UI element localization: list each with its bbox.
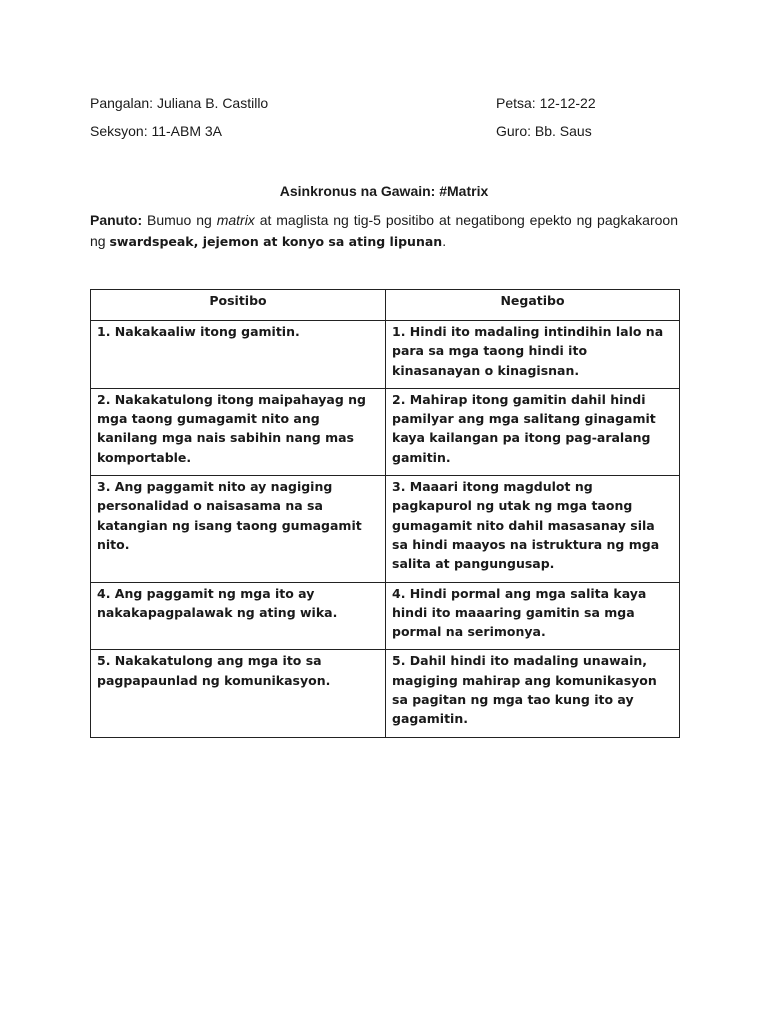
positive-cell: 2. Nakakatulong itong maipahayag ng mga taong gumagamit nito ang kanilang mga nais sabihin nang mas komportable. <box>91 388 386 475</box>
matrix-table <box>90 289 680 738</box>
positive-cell: 5. Nakakatulong ang mga ito sa pagpapaunlad ng komunikasyon. <box>91 650 386 737</box>
table-row <box>91 476 680 582</box>
negative-cell: 1. Hindi ito madaling intindihin lalo na para sa mga taong hindi ito kinasanayan o kinagisnan. <box>386 321 680 389</box>
negative-cell: 3. Maaari itong magdulot ng pagkapurol ng utak ng mga taong gumagamit nito dahil masasanay sila sa hindi maayos na istruktura ng mga salita at pangungusap. <box>386 476 680 582</box>
header-row-2 <box>90 122 690 140</box>
negative-cell: 2. Mahirap itong gamitin dahil hindi pamilyar ang mga salitang ginagamit kaya kailangan pa itong pag-aralang gamitin. <box>386 388 680 475</box>
student-name: Pangalan: Juliana B. Castillo <box>90 95 269 111</box>
positive-cell: 3. Ang paggamit nito ay nagiging personalidad o naisasama na sa katangian ng isang taong gumagamit nito. <box>91 476 386 582</box>
positive-cell: 4. Ang paggamit ng mga ito ay nakakapagpalawak ng ating wika. <box>91 582 386 650</box>
table-row <box>91 321 680 389</box>
negative-cell: 5. Dahil hindi ito madaling unawain, magiging mahirap ang komunikasyon sa pagitan ng mga tao kung ito ay gagamitin. <box>386 650 680 737</box>
instructions-text-1: Bumuo ng <box>142 212 217 228</box>
instructions-lead: Panuto: <box>90 212 143 228</box>
positive-cell: 1. Nakakaaliw itong gamitin. <box>91 321 386 389</box>
section: Seksyon: 11-ABM 3A <box>90 123 223 139</box>
table-row <box>91 388 680 475</box>
header-negatibo: Negatibo <box>386 290 680 321</box>
header-positibo: Positibo <box>91 290 386 321</box>
instructions <box>90 210 678 252</box>
negative-cell: 4. Hindi pormal ang mga salita kaya hindi ito maaaring gamitin sa mga pormal na serimonya. <box>386 582 680 650</box>
table-row <box>91 582 680 650</box>
instructions-end: . <box>442 233 447 249</box>
table-header-row <box>91 290 680 321</box>
teacher: Guro: Bb. Saus <box>496 123 592 139</box>
header-row-1 <box>90 94 690 112</box>
instructions-topic: swardspeak, jejemon at konyo sa ating lipunan <box>109 234 443 249</box>
instructions-text-2: at maglista ng tig-5 positibo at negatibong epekto ng pagkakaroon ng <box>90 212 678 249</box>
document-title: Asinkronus na Gawain: #Matrix <box>279 183 489 199</box>
table-row <box>91 650 680 737</box>
date: Petsa: 12-12-22 <box>496 95 596 111</box>
instructions-emphasis: matrix <box>216 212 255 228</box>
